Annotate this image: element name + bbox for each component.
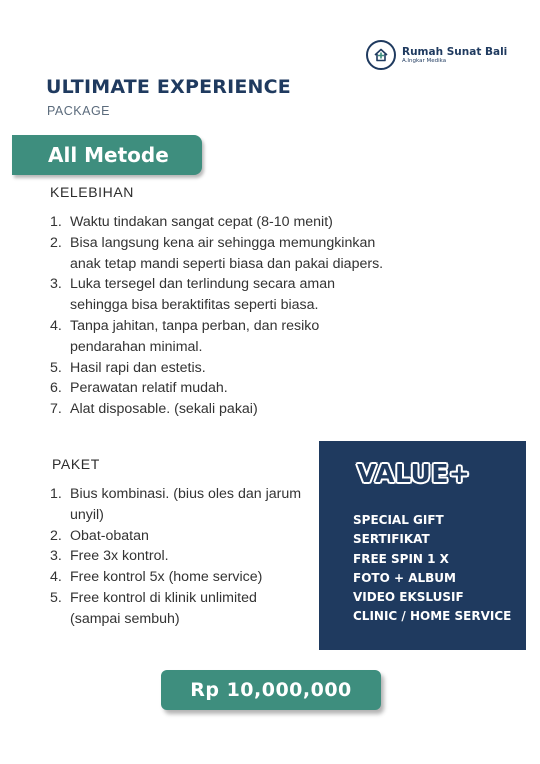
value-item: SPECIAL GIFT <box>353 513 444 527</box>
package-title: ULTIMATE EXPERIENCE <box>46 76 291 98</box>
package-subtitle: PACKAGE <box>47 104 111 118</box>
value-item: FOTO + ALBUM <box>353 570 456 585</box>
list-item: 4. Tanpa jahitan, tanpa perban, dan resiko pendarahan minimal. <box>50 317 320 355</box>
value-item: CLINIC / HOME SERVICE <box>353 609 512 624</box>
list-item: 5. Hasil rapi dan estetis. <box>50 359 206 376</box>
package-heading: PAKET <box>52 456 100 472</box>
value-list <box>353 511 511 627</box>
value-item: FREE SPIN 1 X <box>353 551 449 566</box>
benefits-list <box>50 212 390 420</box>
value-panel <box>319 441 526 650</box>
list-item: 2. Obat-obatan <box>50 527 149 544</box>
list-item: 6. Perawatan relatif mudah. <box>50 380 228 397</box>
value-item: SERTIFIKAT <box>353 532 430 547</box>
benefits-heading: KELEBIHAN <box>50 184 134 200</box>
brand-name: Rumah Sunat Bali <box>402 45 508 58</box>
method-banner <box>12 135 202 175</box>
price-badge <box>161 670 381 710</box>
list-item: 7. Alat disposable. (sekali pakai) <box>50 401 258 418</box>
brand-tagline: A.Ingkar Medika <box>402 57 447 64</box>
list-item: 3. Free 3x kontrol. <box>50 548 169 565</box>
list-item: 1. Bius kombinasi. (bius oles dan jarum unyil) <box>50 486 302 523</box>
package-list <box>50 484 310 630</box>
list-item: 4. Free kontrol 5x (home service) <box>50 569 263 586</box>
price-label: Rp 10,000,000 <box>190 679 352 701</box>
list-item: 5. Free kontrol di klinik unlimited (sampai sembuh) <box>50 589 257 627</box>
list-item: 3. Luka tersegel dan terlindung secara aman sehingga bisa beraktifitas seperti biasa. <box>50 276 336 314</box>
value-item: VIDEO EKSLUSIF <box>353 590 464 605</box>
list-item: 2. Bisa langsung kena air sehingga memungkinkan anak tetap mandi seperti biasa dan pakai diapers. <box>50 234 384 272</box>
logo-circle-icon <box>366 40 396 70</box>
value-title: VALUE+ <box>357 459 471 488</box>
brand-logo <box>366 40 507 70</box>
method-label: All Metode <box>48 143 169 167</box>
brand-text <box>402 46 507 65</box>
list-item: 1. Waktu tindakan sangat cepat (8-10 menit) <box>50 214 333 230</box>
